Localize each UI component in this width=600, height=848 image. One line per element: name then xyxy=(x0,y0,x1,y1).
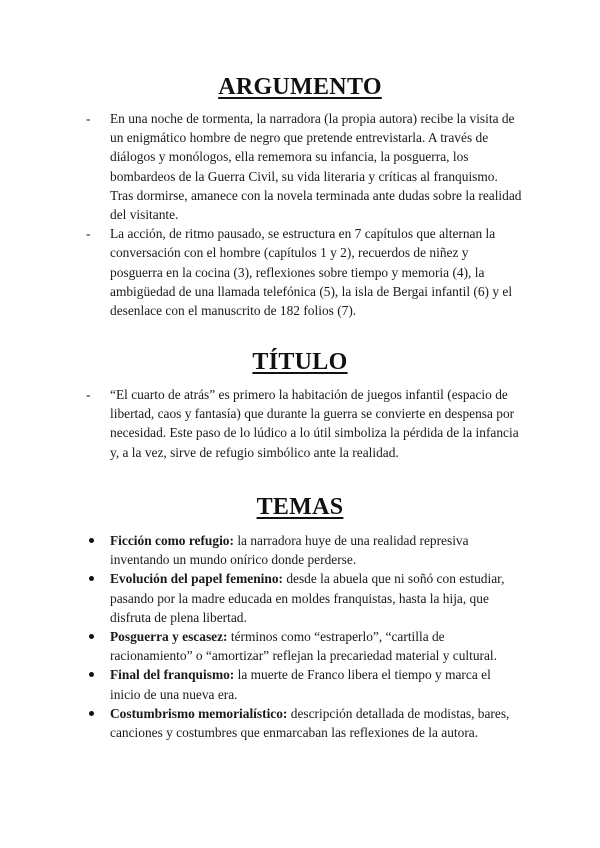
bullet-icon xyxy=(89,576,94,581)
tema-term: Posguerra y escasez: xyxy=(110,629,228,645)
list-item xyxy=(0,569,600,627)
tema-term: Costumbrismo memorialístico: xyxy=(110,705,288,721)
tema-text: desde la abuela que ni soñó con estudiar, pasando por la madre educada en moldes franquistas, hasta la hija, que disfruta de plena libertad. xyxy=(110,571,505,625)
titulo-list xyxy=(0,385,600,462)
bullet-icon xyxy=(89,634,94,639)
bullet-icon xyxy=(89,538,94,543)
argumento-list xyxy=(0,109,600,320)
temas-heading: TEMAS xyxy=(256,494,344,520)
argumento-section xyxy=(0,74,600,320)
temas-section xyxy=(0,494,600,742)
list-item xyxy=(0,665,600,703)
list-item xyxy=(0,224,600,320)
dash-marker: - xyxy=(86,387,91,402)
argumento-heading: ARGUMENTO xyxy=(218,74,382,100)
bullet-icon xyxy=(89,672,94,677)
list-item xyxy=(0,531,600,569)
tema-term: Final del franquismo: xyxy=(110,667,235,683)
dash-marker: - xyxy=(86,226,91,242)
list-item xyxy=(0,385,600,462)
tema-term: Evolución del papel femenino: xyxy=(110,571,283,587)
temas-list xyxy=(0,531,600,742)
list-item xyxy=(0,627,600,665)
list-item xyxy=(0,109,600,224)
list-item-text: En una noche de tormenta, la narradora (la propia autora) recibe la visita de un enigmático hombre de negro que pretende entrevistarla. A través de diálogos y monólogos, ella rememora su infancia, la posguerra, los bombardeos de la Guerra Civil, su vida literaria y críticas al franquismo. Tras dormirse, amanece con la novela terminada ante dudas sobre la realidad del visitante. xyxy=(110,111,522,223)
bullet-icon xyxy=(89,711,94,716)
list-item-text: “El cuarto de atrás” es primero la habitación de juegos infantil (espacio de libertad, caos y fantasía) que durante la guerra se convierte en despensa por necesidad. Este paso de lo lúdico a lo útil simboliza la pérdida de la infancia y, a la vez, sirve de refugio simbólico ante la realidad. xyxy=(110,387,519,460)
dash-marker: - xyxy=(86,111,91,126)
tema-text: descripción detallada de modistas, bares, canciones y costumbres que enmarcaban las reflexiones de la autora. xyxy=(110,705,510,741)
titulo-section xyxy=(0,349,600,462)
tema-text: la narradora huye de una realidad represiva inventando un mundo onírico donde perderse. xyxy=(110,533,469,568)
tema-term: Ficción como refugio: xyxy=(110,533,234,548)
tema-text: la muerte de Franco libera el tiempo y marca el inicio de una nueva era. xyxy=(110,667,491,702)
list-item-text: La acción, de ritmo pausado, se estructura en 7 capítulos que alternan la conversación con el hombre (capítulos 1 y 2), recuerdos de niñez y posguerra en la cocina (3), reflexiones sobre tiempo y memoria (4), la ambigüedad de una llamada telefónica (5), la isla de Bergai infantil (6) y el desenlace con el manuscrito de 182 folios (7). xyxy=(110,226,513,319)
tema-text: términos como “estraperlo”, “cartilla de racionamiento” o “amortizar” reflejan la precariedad material y cultural. xyxy=(110,629,497,664)
list-item xyxy=(0,704,600,742)
titulo-heading: TÍTULO xyxy=(252,349,348,375)
